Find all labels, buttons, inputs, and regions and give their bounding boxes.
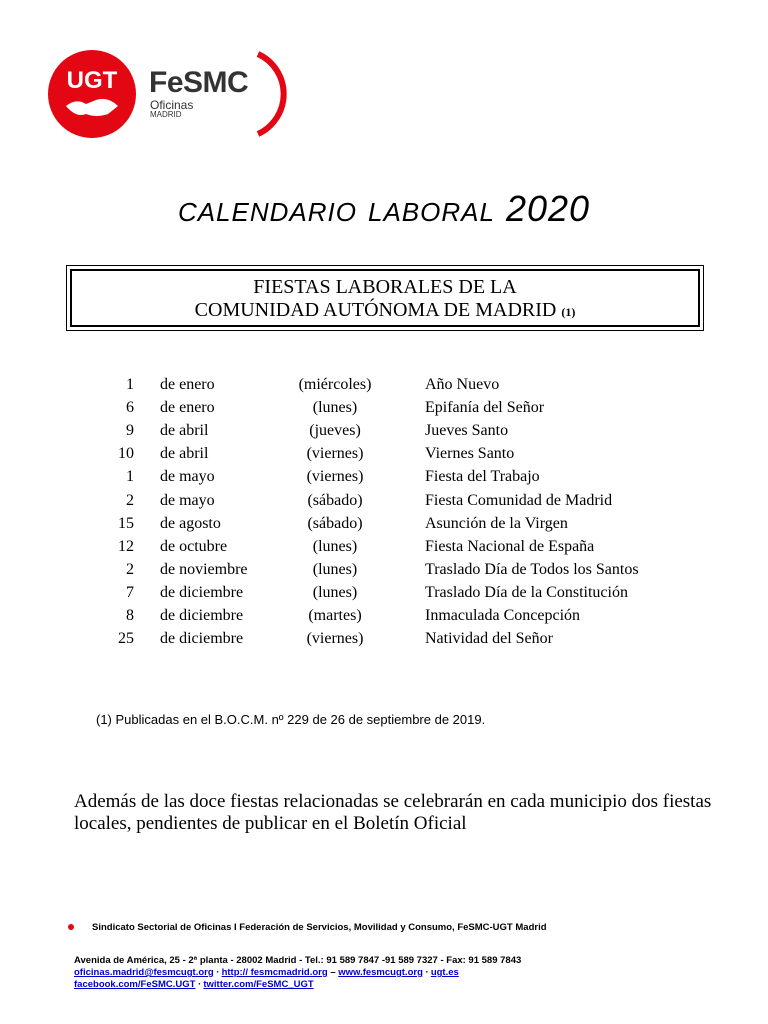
holiday-row	[0, 468, 768, 491]
holiday-name: Fiesta del Trabajo	[425, 468, 540, 486]
holiday-weekday: (viernes)	[306, 630, 364, 648]
holiday-row	[0, 422, 768, 445]
holiday-day: 15	[118, 514, 134, 532]
holiday-month: de octubre	[160, 537, 228, 555]
section-heading-box	[66, 265, 704, 331]
holiday-weekday: (viernes)	[306, 468, 364, 486]
holiday-month: de mayo	[160, 468, 215, 486]
heading-footnote-ref: (1)	[561, 305, 576, 319]
footer-bullet-icon	[68, 924, 74, 930]
logo-subtitle: Oficinas	[150, 98, 194, 112]
footer-address: Avenida de América, 25 - 2ª planta - 28002 Madrid - Tel.: 91 589 7847 -91 589 7327 - Fax: 91 589 7843	[74, 955, 522, 966]
holiday-month: de abril	[160, 422, 209, 440]
holiday-name: Traslado Día de la Constitución	[425, 583, 628, 601]
website-link-fesmcmadrid[interactable]: http:// fesmcmadrid.org	[221, 967, 328, 978]
footnote: (1) Publicadas en el B.O.C.M. nº 229 de 26 de septiembre de 2019.	[96, 712, 486, 727]
holiday-row	[0, 561, 768, 584]
holiday-day: 8	[126, 607, 134, 624]
title-year: 2020	[505, 188, 591, 229]
holiday-month: de diciembre	[160, 630, 244, 648]
holiday-day: 9	[126, 422, 134, 440]
facebook-link[interactable]: facebook.com/FeSMC.UGT	[74, 979, 196, 990]
footer-organization: Sindicato Sectorial de Oficinas I Federación de Servicios, Movilidad y Consumo, FeSMC-UGT Madrid	[92, 922, 547, 933]
holiday-day: 2	[126, 560, 134, 578]
holiday-row	[0, 630, 768, 653]
title-word-laboral: LABORAL	[368, 197, 495, 227]
local-holidays-note: Además de las doce fiestas relacionadas se celebrarán en cada municipio dos fiestas locales, pendientes de publicar en el Boletín Oficial	[74, 791, 712, 834]
holiday-day: 6	[126, 399, 134, 417]
holiday-weekday: (martes)	[308, 607, 362, 624]
holiday-weekday: (sábado)	[307, 514, 363, 532]
holiday-month: de mayo	[160, 491, 215, 509]
website-link-ugt[interactable]: ugt.es	[430, 967, 459, 978]
holiday-name: Fiesta Nacional de España	[425, 537, 595, 555]
holiday-weekday: (lunes)	[312, 537, 358, 555]
holiday-name: Inmaculada Concepción	[425, 607, 581, 624]
holiday-day: 7	[126, 583, 134, 601]
separator: ∙	[198, 979, 204, 990]
holiday-row	[0, 376, 768, 399]
website-link-fesmcugt[interactable]: www.fesmcugt.org	[338, 967, 423, 978]
email-link[interactable]: oficinas.madrid@fesmcugt.org	[74, 967, 214, 978]
heading-line-2-text: COMUNIDAD AUTÓNOMA DE MADRID	[194, 299, 557, 321]
heading-line-2	[72, 298, 698, 324]
twitter-link[interactable]: twitter.com/FeSMC_UGT	[203, 979, 314, 990]
separator: ∙	[425, 967, 431, 978]
holiday-row	[0, 492, 768, 515]
separator: –	[330, 967, 339, 978]
holiday-row	[0, 584, 768, 607]
holiday-name: Jueves Santo	[425, 422, 509, 440]
holiday-weekday: (miércoles)	[298, 376, 372, 393]
holiday-month: de enero	[160, 376, 215, 393]
holiday-row	[0, 515, 768, 538]
logo-name: FeSMC	[149, 66, 249, 99]
holiday-row	[0, 607, 768, 630]
holiday-day: 1	[126, 376, 134, 393]
footer-contact	[74, 955, 521, 991]
holiday-day: 25	[118, 630, 134, 648]
holiday-day: 1	[126, 468, 134, 486]
holiday-weekday: (viernes)	[306, 445, 364, 463]
holiday-row	[0, 445, 768, 468]
heading-line-1: FIESTAS LABORALES DE LA	[253, 276, 517, 298]
holiday-day: 12	[118, 537, 134, 555]
holiday-name: Traslado Día de Todos los Santos	[425, 560, 639, 578]
holiday-weekday: (sábado)	[307, 491, 363, 509]
holiday-name: Viernes Santo	[425, 445, 515, 463]
page-title	[0, 188, 768, 230]
holiday-name: Año Nuevo	[425, 376, 500, 393]
holiday-row	[0, 538, 768, 561]
holiday-month: de abril	[160, 445, 209, 463]
holiday-weekday: (lunes)	[312, 399, 358, 417]
holiday-month: de diciembre	[160, 583, 244, 601]
holiday-row	[0, 399, 768, 422]
footer-social-line	[74, 979, 521, 991]
holiday-day: 10	[118, 445, 134, 463]
holiday-day: 2	[126, 491, 134, 509]
holiday-name: Asunción de la Virgen	[425, 514, 568, 532]
footer-links-line	[74, 967, 521, 979]
holiday-weekday: (lunes)	[312, 560, 358, 578]
holiday-name: Natividad del Señor	[425, 630, 553, 648]
holiday-month: de diciembre	[160, 607, 244, 624]
holiday-weekday: (lunes)	[312, 583, 358, 601]
logo-location: MADRID	[150, 110, 182, 119]
holiday-month: de agosto	[160, 514, 221, 532]
holiday-name: Fiesta Comunidad de Madrid	[425, 491, 613, 509]
svg-text:UGT: UGT	[66, 67, 118, 94]
holiday-month: de noviembre	[160, 560, 248, 578]
separator: ∙	[216, 967, 222, 978]
holiday-month: de enero	[160, 399, 215, 417]
holiday-weekday: (jueves)	[309, 422, 361, 440]
title-word-calendario: CALENDARIO	[177, 197, 357, 227]
holiday-name: Epifanía del Señor	[425, 399, 545, 417]
